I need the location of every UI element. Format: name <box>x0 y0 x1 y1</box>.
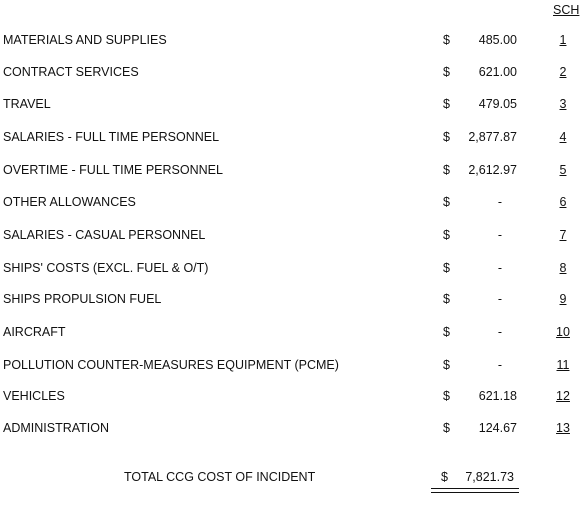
cost-category-label: TRAVEL <box>3 97 51 111</box>
currency-symbol: $ <box>443 292 450 306</box>
total-label: TOTAL CCG COST OF INCIDENT <box>124 470 316 484</box>
cost-amount: 485.00 <box>478 33 517 47</box>
cost-amount: 2,877.87 <box>468 130 517 144</box>
cost-amount: 124.67 <box>478 421 517 435</box>
cost-amount: - <box>497 195 502 209</box>
schedule-number: 6 <box>559 195 567 209</box>
total-currency-symbol: $ <box>441 470 448 484</box>
cost-category-label: SHIPS' COSTS (EXCL. FUEL & O/T) <box>3 261 209 275</box>
cost-row <box>0 358 585 378</box>
cost-category-label: OTHER ALLOWANCES <box>3 195 136 209</box>
cost-row <box>0 421 585 441</box>
cost-row <box>0 261 585 281</box>
schedule-number: 2 <box>559 65 567 79</box>
cost-row <box>0 97 585 117</box>
currency-symbol: $ <box>443 325 450 339</box>
currency-symbol: $ <box>443 261 450 275</box>
cost-amount: - <box>497 358 502 372</box>
schedule-number: 4 <box>559 130 567 144</box>
cost-amount: 621.00 <box>478 65 517 79</box>
currency-symbol: $ <box>443 358 450 372</box>
total-amount: 7,821.73 <box>465 470 514 484</box>
cost-row <box>0 163 585 183</box>
cost-amount: 621.18 <box>478 389 517 403</box>
schedule-number: 7 <box>559 228 567 242</box>
schedule-number: 10 <box>556 325 570 339</box>
total-row <box>0 470 585 490</box>
cost-amount: 2,612.97 <box>468 163 517 177</box>
schedule-number: 12 <box>556 389 570 403</box>
currency-symbol: $ <box>443 65 450 79</box>
cost-row <box>0 195 585 215</box>
sch-column-header: SCH <box>553 3 580 17</box>
cost-amount: - <box>497 292 502 306</box>
cost-category-label: OVERTIME - FULL TIME PERSONNEL <box>3 163 223 177</box>
currency-symbol: $ <box>443 228 450 242</box>
cost-category-label: SALARIES - CASUAL PERSONNEL <box>3 228 206 242</box>
schedule-number: 3 <box>559 97 567 111</box>
cost-amount: 479.05 <box>478 97 517 111</box>
cost-row <box>0 292 585 312</box>
cost-category-label: AIRCRAFT <box>3 325 66 339</box>
currency-symbol: $ <box>443 163 450 177</box>
schedule-number: 9 <box>559 292 567 306</box>
cost-row <box>0 228 585 248</box>
cost-amount: - <box>497 228 502 242</box>
schedule-number: 5 <box>559 163 567 177</box>
cost-row <box>0 130 585 150</box>
currency-symbol: $ <box>443 97 450 111</box>
schedule-number: 11 <box>556 358 570 372</box>
cost-category-label: ADMINISTRATION <box>3 421 110 435</box>
cost-category-label: SHIPS PROPULSION FUEL <box>3 292 162 306</box>
cost-amount: - <box>497 325 502 339</box>
schedule-number: 1 <box>559 33 567 47</box>
cost-category-label: CONTRACT SERVICES <box>3 65 139 79</box>
cost-amount: - <box>497 261 502 275</box>
currency-symbol: $ <box>443 389 450 403</box>
schedule-number: 13 <box>556 421 570 435</box>
currency-symbol: $ <box>443 130 450 144</box>
cost-category-label: VEHICLES <box>3 389 65 403</box>
cost-row <box>0 325 585 345</box>
currency-symbol: $ <box>443 195 450 209</box>
total-double-underline <box>431 488 519 493</box>
cost-row <box>0 389 585 409</box>
cost-row <box>0 65 585 85</box>
cost-row <box>0 33 585 53</box>
schedule-number: 8 <box>559 261 567 275</box>
cost-category-label: SALARIES - FULL TIME PERSONNEL <box>3 130 220 144</box>
cost-category-label: MATERIALS AND SUPPLIES <box>3 33 167 47</box>
currency-symbol: $ <box>443 33 450 47</box>
cost-category-label: POLLUTION COUNTER-MEASURES EQUIPMENT (PCME) <box>3 358 339 372</box>
currency-symbol: $ <box>443 421 450 435</box>
